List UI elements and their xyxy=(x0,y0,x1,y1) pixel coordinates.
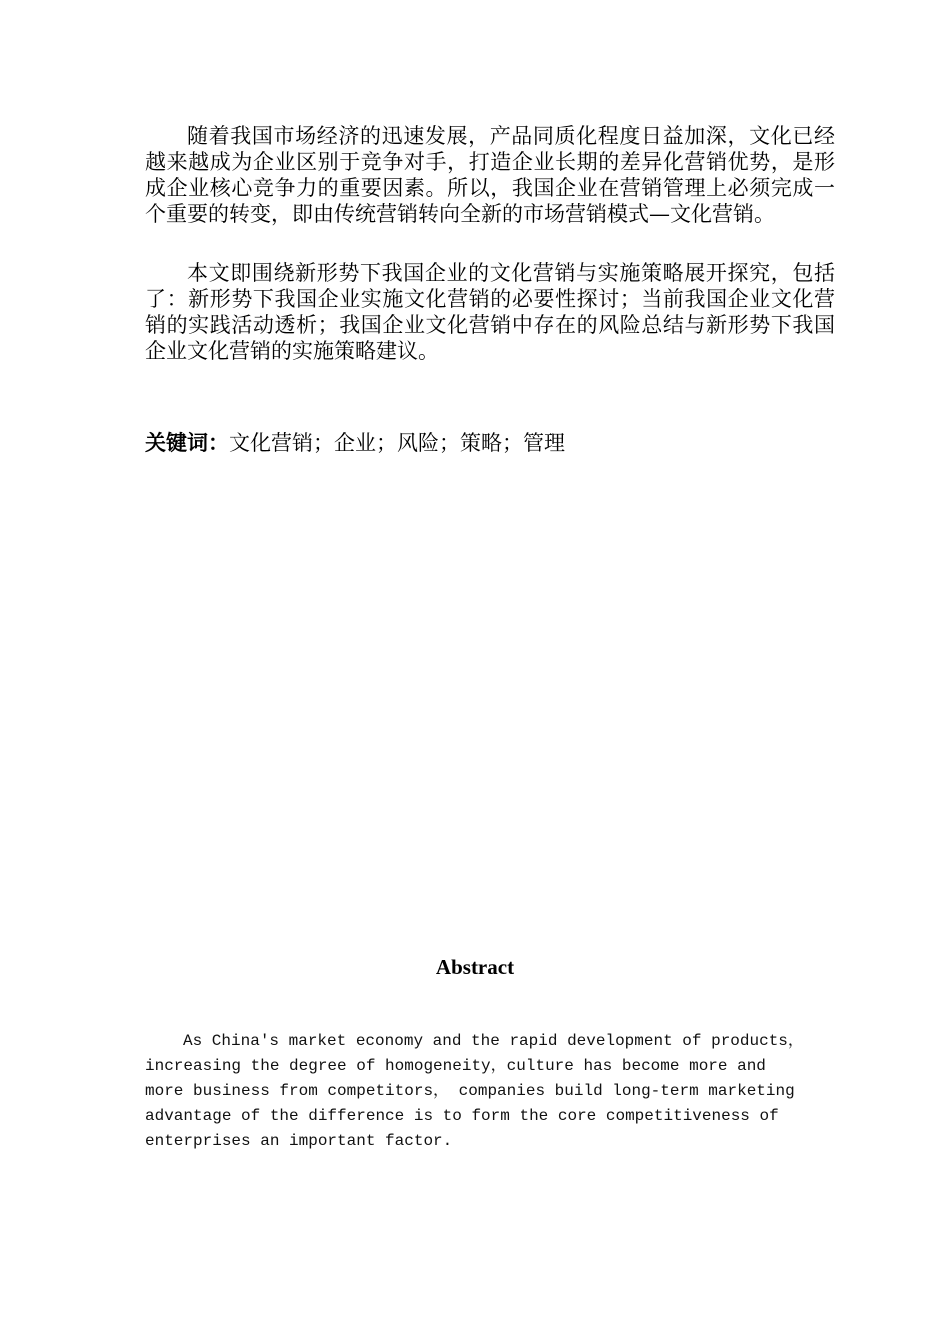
keywords-text: 文化营销；企业；风险；策略；管理 xyxy=(229,431,565,455)
chinese-abstract-paragraph-1: 随着我国市场经济的迅速发展，产品同质化程度日益加深，文化已经越来越成为企业区别于竞争对手，打造企业长期的差异化营销优势，是形成企业核心竞争力的重要因素。所以，我国企业在营销管理上必须完成一个重要的转变，即由传统营销转向全新的市场营销模式—文化营销。 xyxy=(145,124,835,226)
chinese-abstract-paragraph-2: 本文即围绕新形势下我国企业的文化营销与实施策略展开探究，包括了：新形势下我国企业实施文化营销的必要性探讨；当前我国企业文化营销的实践活动透析；我国企业文化营销中存在的风险总结与新形势下我国企业文化营销的实施策略建议。 xyxy=(145,261,835,363)
english-abstract-paragraph: As China's market economy and the rapid development of products，increasing the degree of homogeneity，culture has become more and more business from competitors， companies build long-term marketing advantage of the difference is to form the core competitiveness of enterprises an important factor. xyxy=(145,1032,804,1150)
keywords-line xyxy=(145,429,835,457)
keywords-label: 关键词： xyxy=(145,431,229,455)
abstract-heading: Abstract xyxy=(435,955,515,979)
